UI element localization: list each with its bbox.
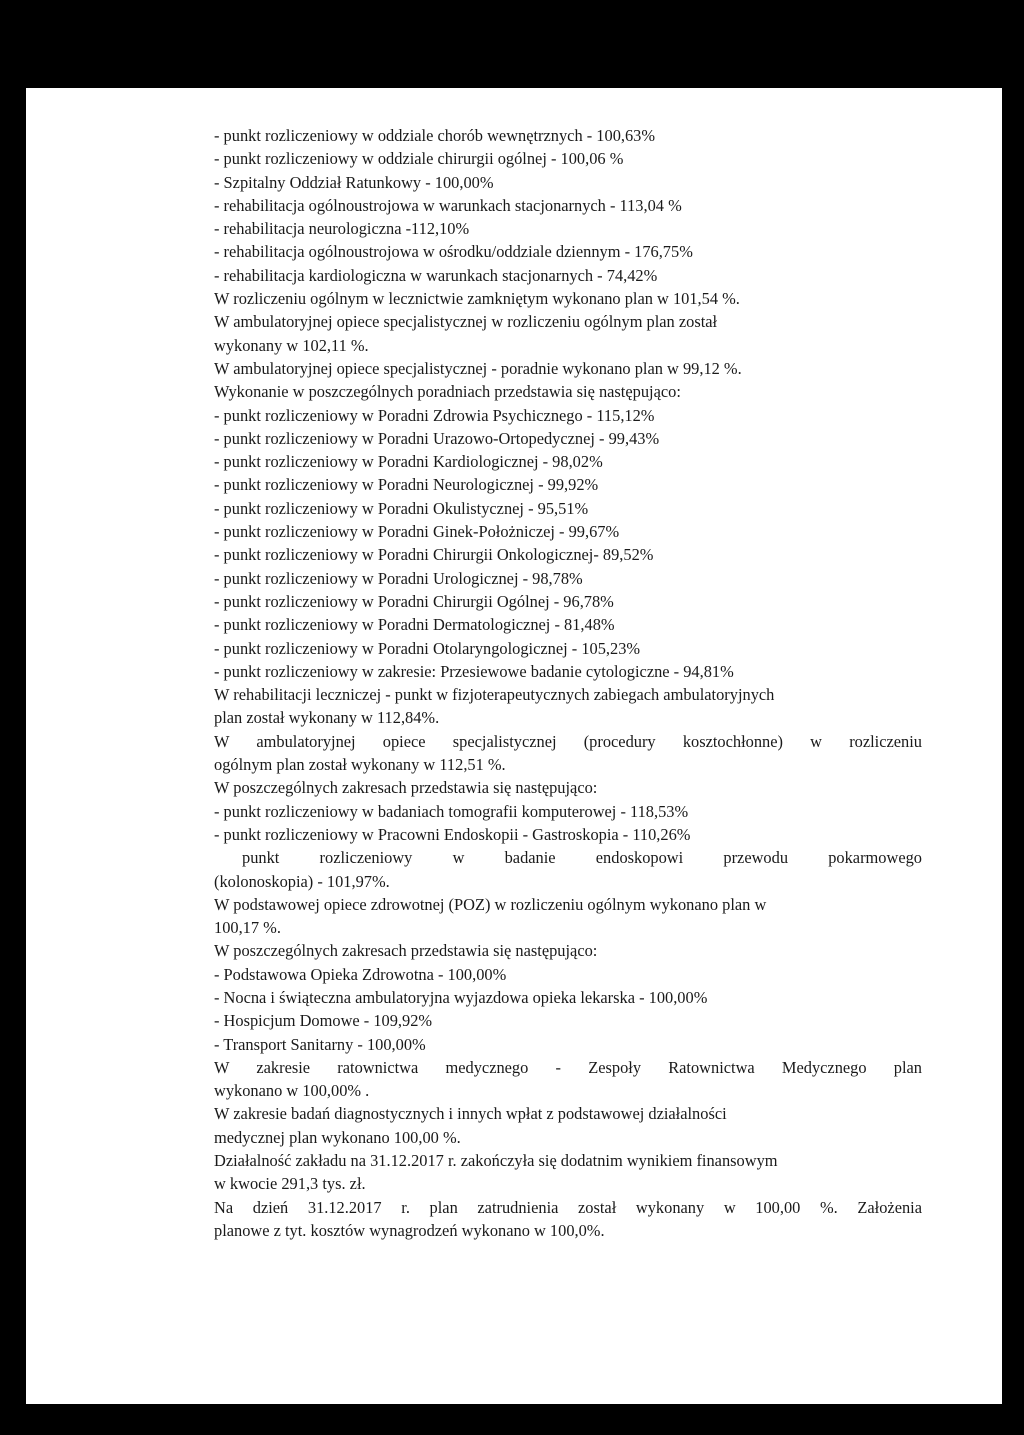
text-line: - Transport Sanitarny - 100,00% [214,1034,426,1054]
text-line: - punkt rozliczeniowy w Pracowni Endoskopii - Gastroskopia - 110,26% [214,824,691,844]
text-line: - Hospicjum Domowe - 109,92% [214,1011,433,1031]
text-line: planowe z tyt. kosztów wynagrodzeń wykonano w 100,0%. [214,1220,605,1240]
text-line: - punkt rozliczeniowy w badaniach tomografii komputerowej - 118,53% [214,801,689,821]
text-line: - rehabilitacja neurologiczna -112,10% [214,219,470,239]
text-line: Na dzień 31.12.2017 r. plan zatrudnienia został wykonany w 100,00 %. Założenia [214,1197,922,1217]
text-line: Wykonanie w poszczególnych poradniach przedstawia się następująco: [214,382,681,402]
text-line: - punkt rozliczeniowy w Poradni Urologicznej - 98,78% [214,568,583,588]
text-line: W ambulatoryjnej opiece specjalistycznej - poradnie wykonano plan w 99,12 %. [214,358,742,378]
text-line: - punkt rozliczeniowy w oddziale chorób wewnętrznych - 100,63% [214,126,656,145]
text-line: - punkt rozliczeniowy w oddziale chirurgii ogólnej - 100,06 % [214,149,624,169]
text-line: wykonano w 100,00% . [214,1081,370,1101]
text-line: - punkt rozliczeniowy w Poradni Dermatologicznej - 81,48% [214,615,615,635]
text-line: wykonany w 102,11 %. [214,335,369,355]
text-line: - Szpitalny Oddział Ratunkowy - 100,00% [214,172,494,192]
text-line: W zakresie badań diagnostycznych i innych wpłat z podstawowej działalności [214,1104,727,1124]
text-line: punkt rozliczeniowy w badanie endoskopowi przewodu pokarmowego [242,848,922,868]
text-line: W rozliczeniu ogólnym w lecznictwie zamkniętym wykonano plan w 101,54 %. [214,289,740,309]
text-line: W podstawowej opiece zdrowotnej (POZ) w rozliczeniu ogólnym wykonano plan w [214,894,767,914]
text-line: W ambulatoryjnej opiece specjalistycznej (procedury kosztochłonne) w rozliczeniu [214,731,922,751]
text-line: Działalność zakładu na 31.12.2017 r. zakończyła się dodatnim wynikiem finansowym [214,1151,778,1171]
text-line: - punkt rozliczeniowy w Poradni Chirurgii Onkologicznej- 89,52% [214,545,654,565]
text-line: 100,17 %. [214,918,281,938]
text-line: w kwocie 291,3 tys. zł. [214,1174,366,1194]
text-line: - punkt rozliczeniowy w Poradni Neurologicznej - 99,92% [214,475,599,495]
text-line: medycznej plan wykonano 100,00 %. [214,1127,461,1147]
text-line: - Nocna i świąteczna ambulatoryjna wyjazdowa opieka lekarska - 100,00% [214,987,708,1007]
text-line: - rehabilitacja ogólnoustrojowa w ośrodku/oddziale dziennym - 176,75% [214,242,693,262]
text-line: - rehabilitacja kardiologiczna w warunkach stacjonarnych - 74,42% [214,265,658,285]
text-line: - punkt rozliczeniowy w Poradni Ginek-Położniczej - 99,67% [214,522,620,542]
document-body [214,124,922,1242]
text-line: - punkt rozliczeniowy w Poradni Chirurgii Ogólnej - 96,78% [214,591,614,611]
text-line: - punkt rozliczeniowy w Poradni Zdrowia Psychicznego - 115,12% [214,405,655,425]
text-line: - Podstawowa Opieka Zdrowotna - 100,00% [214,964,507,984]
text-line: W rehabilitacji leczniczej - punkt w fizjoterapeutycznych zabiegach ambulatoryjnych [214,685,775,705]
text-line: - punkt rozliczeniowy w zakresie: Przesiewowe badanie cytologiczne - 94,81% [214,661,734,681]
text-line: - punkt rozliczeniowy w Poradni Okulistycznej - 95,51% [214,498,589,518]
text-line: W poszczególnych zakresach przedstawia się następująco: [214,941,598,961]
text-line: W zakresie ratownictwa medycznego - Zespoły Ratownictwa Medycznego plan [214,1057,922,1077]
text-line: W ambulatoryjnej opiece specjalistycznej w rozliczeniu ogólnym plan został [214,312,718,332]
text-line: ogólnym plan został wykonany w 112,51 %. [214,755,506,775]
text-line: plan został wykonany w 112,84%. [214,708,440,728]
text-line: - punkt rozliczeniowy w Poradni Kardiologicznej - 98,02% [214,452,603,472]
text-line: - rehabilitacja ogólnoustrojowa w warunkach stacjonarnych - 113,04 % [214,195,682,215]
text-line: - punkt rozliczeniowy w Poradni Otolaryngologicznej - 105,23% [214,638,641,658]
text-line: (kolonoskopia) - 101,97%. [214,871,390,891]
text-line: W poszczególnych zakresach przedstawia się następująco: [214,778,598,798]
text-line: - punkt rozliczeniowy w Poradni Urazowo-Ortopedycznej - 99,43% [214,428,660,448]
